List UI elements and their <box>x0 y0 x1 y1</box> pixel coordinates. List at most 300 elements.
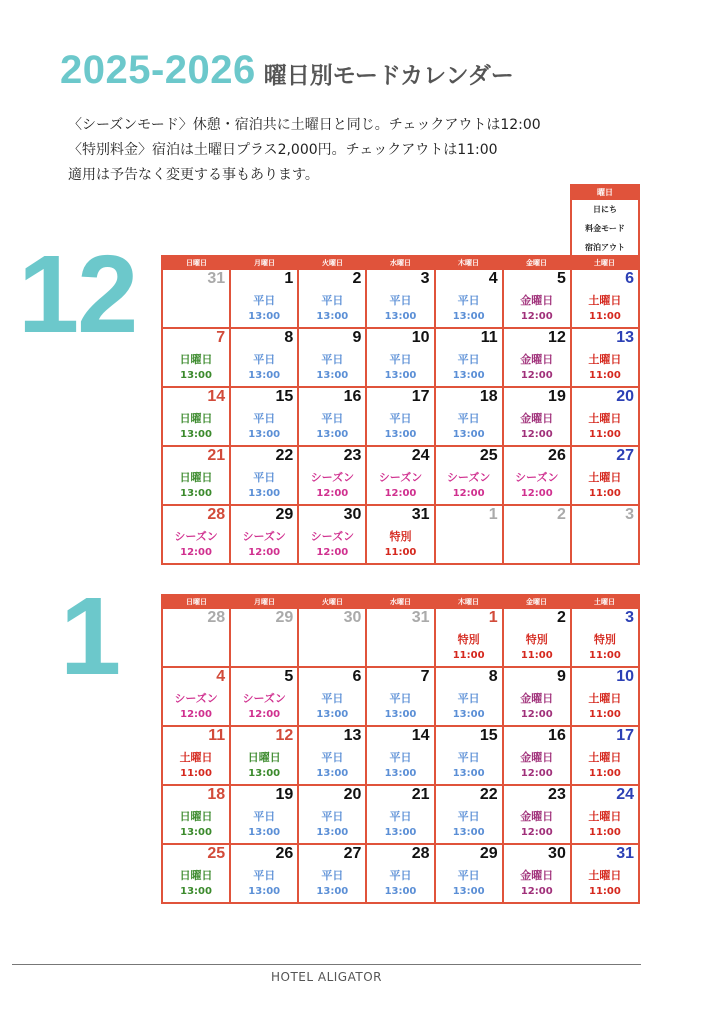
notes <box>68 113 541 188</box>
checkout-time: 11:00 <box>589 370 621 381</box>
day-number: 27 <box>616 447 634 464</box>
day-number: 3 <box>625 609 634 626</box>
day-number: 5 <box>284 668 294 685</box>
rate-mode: 土曜日 <box>588 869 622 882</box>
note-special: 〈特別料金〉宿泊は土曜日プラス2,000円。チェックアウトは11:00 <box>68 142 498 158</box>
day-number: 21 <box>411 786 430 803</box>
day-number: 1 <box>284 270 294 287</box>
checkout-time: 13:00 <box>180 488 212 499</box>
checkout-time: 11:00 <box>520 650 553 661</box>
checkout-time: 13:00 <box>384 709 417 720</box>
checkout-time: 11:00 <box>589 827 621 838</box>
day-number: 3 <box>420 270 430 287</box>
weekday-thu: 木曜日 <box>435 596 502 609</box>
checkout-time: 13:00 <box>316 768 349 779</box>
rate-mode: 土曜日 <box>588 412 622 425</box>
rate-mode: 日曜日 <box>247 751 281 764</box>
checkout-time: 13:00 <box>452 827 485 838</box>
rate-mode: 土曜日 <box>588 810 622 823</box>
title-years: 2025-2026 <box>60 48 256 92</box>
checkout-time: 13:00 <box>316 311 349 322</box>
weekday-fri: 金曜日 <box>503 257 570 270</box>
day-cell <box>504 668 570 725</box>
rate-mode: 日曜日 <box>179 353 213 366</box>
rate-mode: 平日 <box>389 751 412 764</box>
day-cell <box>163 668 229 725</box>
rate-mode: 土曜日 <box>588 471 622 484</box>
checkout-time: 13:00 <box>248 768 281 779</box>
day-cell <box>572 845 638 902</box>
rate-mode: 日曜日 <box>179 869 213 882</box>
weekday-wed: 水曜日 <box>367 257 434 270</box>
day-number: 23 <box>548 786 566 803</box>
day-cell <box>504 506 570 563</box>
day-grid <box>163 270 638 563</box>
rate-mode: 平日 <box>389 294 412 307</box>
day-cell <box>299 270 365 327</box>
rate-mode: 平日 <box>321 869 344 882</box>
day-number: 3 <box>625 506 634 523</box>
day-cell <box>299 727 365 784</box>
weekday-mon: 月曜日 <box>231 257 298 270</box>
rate-mode: 日曜日 <box>179 412 213 425</box>
day-number: 16 <box>343 388 362 405</box>
weekday-thu: 木曜日 <box>435 257 502 270</box>
checkout-time: 13:00 <box>384 429 417 440</box>
day-number: 11 <box>208 727 226 744</box>
day-number: 19 <box>275 786 294 803</box>
day-cell <box>367 270 433 327</box>
legend-item-date: 日にち <box>593 205 617 214</box>
checkout-time: 13:00 <box>384 886 417 897</box>
rate-mode: 特別 <box>457 633 480 646</box>
checkout-time: 13:00 <box>316 429 349 440</box>
rate-mode: 平日 <box>389 353 412 366</box>
day-number: 10 <box>411 329 430 346</box>
day-cell <box>572 270 638 327</box>
rate-mode: 平日 <box>253 869 276 882</box>
checkout-time: 13:00 <box>452 429 485 440</box>
day-cell <box>504 845 570 902</box>
checkout-time: 13:00 <box>248 488 281 499</box>
checkout-time: 13:00 <box>452 311 485 322</box>
day-number: 6 <box>352 668 362 685</box>
checkout-time: 13:00 <box>180 370 212 381</box>
weekday-header <box>163 596 638 609</box>
day-cell <box>436 506 502 563</box>
checkout-time: 12:00 <box>384 488 417 499</box>
day-cell <box>572 668 638 725</box>
rate-mode: 平日 <box>457 751 480 764</box>
day-cell <box>299 447 365 504</box>
rate-mode: シーズン <box>515 471 559 484</box>
day-cell <box>231 786 297 843</box>
rate-mode: 金曜日 <box>520 751 554 764</box>
day-number: 24 <box>616 786 634 803</box>
day-number: 5 <box>556 270 566 287</box>
day-number: 20 <box>616 388 634 405</box>
checkout-time: 11:00 <box>589 488 621 499</box>
checkout-time: 11:00 <box>589 886 621 897</box>
checkout-time: 13:00 <box>452 886 485 897</box>
day-cell <box>572 329 638 386</box>
title-subtitle: 曜日別モードカレンダー <box>263 63 514 89</box>
day-cell <box>367 447 433 504</box>
checkout-time: 12:00 <box>180 709 212 720</box>
day-cell <box>231 329 297 386</box>
rate-mode: シーズン <box>310 471 355 484</box>
day-cell <box>367 329 433 386</box>
checkout-time: 13:00 <box>316 886 349 897</box>
day-cell <box>299 609 365 666</box>
rate-mode: 土曜日 <box>588 692 622 705</box>
rate-mode: 金曜日 <box>520 810 554 823</box>
rate-mode: 平日 <box>321 353 344 366</box>
checkout-time: 13:00 <box>316 709 349 720</box>
day-cell <box>231 388 297 445</box>
day-number: 17 <box>411 388 430 405</box>
day-number: 22 <box>479 786 498 803</box>
day-cell <box>572 447 638 504</box>
day-cell <box>367 506 433 563</box>
rate-mode: 金曜日 <box>520 869 554 882</box>
day-cell <box>163 270 229 327</box>
rate-mode: 特別 <box>593 633 616 646</box>
day-number: 24 <box>411 447 430 464</box>
day-number: 30 <box>343 506 362 523</box>
rate-mode: 平日 <box>457 810 480 823</box>
checkout-time: 13:00 <box>248 429 281 440</box>
day-number: 7 <box>420 668 430 685</box>
day-number: 26 <box>548 447 566 464</box>
day-number: 6 <box>625 270 634 287</box>
rate-mode: 平日 <box>321 751 344 764</box>
rate-mode: 金曜日 <box>520 692 554 705</box>
day-cell <box>436 845 502 902</box>
day-cell <box>572 388 638 445</box>
weekday-sat: 土曜日 <box>571 596 638 609</box>
rate-mode: 日曜日 <box>179 810 213 823</box>
day-number: 23 <box>343 447 362 464</box>
checkout-time: 13:00 <box>248 311 281 322</box>
day-cell <box>436 447 502 504</box>
day-cell <box>163 388 229 445</box>
checkout-time: 11:00 <box>589 311 621 322</box>
checkout-time: 12:00 <box>316 488 349 499</box>
checkout-time: 12:00 <box>520 827 553 838</box>
month-label-december: 12 <box>18 233 137 356</box>
day-number: 7 <box>216 329 226 346</box>
day-cell <box>299 329 365 386</box>
day-number: 25 <box>207 845 226 862</box>
day-cell <box>231 668 297 725</box>
day-cell <box>367 609 433 666</box>
rate-mode: 平日 <box>253 810 276 823</box>
day-cell <box>231 727 297 784</box>
checkout-time: 12:00 <box>520 488 553 499</box>
day-cell <box>163 329 229 386</box>
day-number: 1 <box>488 506 498 523</box>
checkout-time: 12:00 <box>180 547 212 558</box>
checkout-time: 12:00 <box>316 547 349 558</box>
checkout-time: 13:00 <box>248 886 281 897</box>
day-cell <box>436 786 502 843</box>
checkout-time: 12:00 <box>520 768 553 779</box>
day-number: 31 <box>616 845 634 862</box>
day-cell <box>572 786 638 843</box>
checkout-time: 11:00 <box>589 650 621 661</box>
checkout-time: 12:00 <box>520 429 553 440</box>
rate-mode: シーズン <box>310 530 355 543</box>
day-number: 12 <box>275 727 294 744</box>
day-cell <box>436 609 502 666</box>
day-number: 30 <box>548 845 566 862</box>
day-number: 30 <box>343 609 362 626</box>
day-cell <box>231 447 297 504</box>
day-number: 31 <box>411 506 430 523</box>
day-cell <box>231 270 297 327</box>
day-cell <box>436 329 502 386</box>
weekday-wed: 水曜日 <box>367 596 434 609</box>
rate-mode: 日曜日 <box>179 471 213 484</box>
day-cell <box>504 727 570 784</box>
rate-mode: 土曜日 <box>588 751 622 764</box>
rate-mode: 土曜日 <box>588 294 622 307</box>
day-cell <box>299 786 365 843</box>
weekday-tue: 火曜日 <box>299 596 366 609</box>
day-cell <box>436 668 502 725</box>
rate-mode: 平日 <box>253 471 276 484</box>
footer-hotel-name: HOTEL ALIGATOR <box>270 970 382 984</box>
day-number: 8 <box>488 668 498 685</box>
day-cell <box>163 786 229 843</box>
checkout-time: 12:00 <box>248 709 281 720</box>
checkout-time: 13:00 <box>180 886 212 897</box>
day-cell <box>299 388 365 445</box>
day-cell <box>572 727 638 784</box>
day-cell <box>163 447 229 504</box>
rate-mode: シーズン <box>378 471 423 484</box>
checkout-time: 13:00 <box>452 768 485 779</box>
day-number: 10 <box>616 668 634 685</box>
day-cell <box>231 609 297 666</box>
rate-mode: 平日 <box>389 412 412 425</box>
day-number: 19 <box>548 388 566 405</box>
checkout-time: 13:00 <box>452 370 485 381</box>
checkout-time: 12:00 <box>248 547 281 558</box>
day-number: 31 <box>207 270 226 287</box>
day-number: 22 <box>275 447 294 464</box>
rate-mode: 金曜日 <box>520 294 554 307</box>
day-cell <box>163 845 229 902</box>
legend-item-checkout: 宿泊アウト <box>585 243 625 252</box>
day-cell <box>367 668 433 725</box>
day-number: 2 <box>352 270 362 287</box>
month-label-january: 1 <box>60 575 122 698</box>
checkout-time: 11:00 <box>452 650 485 661</box>
day-cell <box>367 786 433 843</box>
rate-mode: 平日 <box>321 692 344 705</box>
day-number: 9 <box>352 329 362 346</box>
checkout-time: 13:00 <box>248 370 281 381</box>
day-number: 2 <box>556 506 566 523</box>
day-cell <box>163 609 229 666</box>
day-number: 14 <box>207 388 226 405</box>
day-cell <box>572 506 638 563</box>
day-number: 25 <box>479 447 498 464</box>
day-number: 26 <box>275 845 294 862</box>
day-number: 21 <box>207 447 226 464</box>
day-number: 14 <box>411 727 430 744</box>
day-number: 1 <box>488 609 498 626</box>
day-number: 8 <box>284 329 294 346</box>
checkout-time: 13:00 <box>452 709 485 720</box>
day-number: 31 <box>411 609 430 626</box>
rate-mode: 平日 <box>321 412 344 425</box>
day-number: 28 <box>207 609 226 626</box>
calendar-january <box>161 594 640 904</box>
checkout-time: 13:00 <box>180 827 212 838</box>
day-cell <box>367 388 433 445</box>
day-cell <box>504 609 570 666</box>
note-season: 〈シーズンモード〉休憩・宿泊共に土曜日と同じ。チェックアウトは12:00 <box>68 117 541 133</box>
checkout-time: 11:00 <box>589 768 621 779</box>
note-disclaimer: 適用は予告なく変更する事もあります。 <box>68 167 319 183</box>
checkout-time: 13:00 <box>316 370 349 381</box>
day-cell <box>504 270 570 327</box>
legend-item-mode: 料金モード <box>585 224 625 233</box>
day-number: 29 <box>275 506 294 523</box>
day-cell <box>504 329 570 386</box>
calendar-december <box>161 255 640 565</box>
checkout-time: 13:00 <box>316 827 349 838</box>
day-cell <box>163 727 229 784</box>
weekday-mon: 月曜日 <box>231 596 298 609</box>
page-title <box>60 48 514 93</box>
checkout-time: 13:00 <box>384 370 417 381</box>
day-number: 20 <box>343 786 362 803</box>
rate-mode: 平日 <box>457 869 480 882</box>
rate-mode: 平日 <box>321 810 344 823</box>
day-cell <box>299 668 365 725</box>
day-cell <box>299 506 365 563</box>
day-grid <box>163 609 638 902</box>
day-number: 12 <box>548 329 566 346</box>
weekday-tue: 火曜日 <box>299 257 366 270</box>
rate-mode: 土曜日 <box>179 751 213 764</box>
day-number: 18 <box>479 388 498 405</box>
rate-mode: 特別 <box>389 530 412 543</box>
day-number: 11 <box>480 329 498 346</box>
checkout-time: 13:00 <box>384 311 417 322</box>
checkout-time: 13:00 <box>248 827 281 838</box>
checkout-time: 12:00 <box>520 370 553 381</box>
rate-mode: 平日 <box>253 353 276 366</box>
day-number: 18 <box>207 786 226 803</box>
day-cell <box>572 609 638 666</box>
day-cell <box>299 845 365 902</box>
rate-mode: 金曜日 <box>520 353 554 366</box>
day-number: 29 <box>479 845 498 862</box>
day-number: 9 <box>556 668 566 685</box>
rate-mode: シーズン <box>174 530 218 543</box>
day-cell <box>504 447 570 504</box>
rate-mode: 平日 <box>253 294 276 307</box>
day-number: 17 <box>616 727 634 744</box>
day-number: 28 <box>411 845 430 862</box>
day-cell <box>436 270 502 327</box>
checkout-time: 12:00 <box>520 709 553 720</box>
rate-mode: 平日 <box>389 869 412 882</box>
day-number: 29 <box>275 609 294 626</box>
rate-mode: 平日 <box>321 294 344 307</box>
weekday-sun: 日曜日 <box>163 257 230 270</box>
checkout-time: 12:00 <box>520 886 553 897</box>
rate-mode: 特別 <box>525 633 548 646</box>
footer-divider <box>12 964 641 965</box>
checkout-time: 12:00 <box>452 488 485 499</box>
rate-mode: 平日 <box>457 353 480 366</box>
legend-box <box>570 184 640 259</box>
rate-mode: 平日 <box>253 412 276 425</box>
day-number: 4 <box>488 270 498 287</box>
rate-mode: シーズン <box>242 692 286 705</box>
rate-mode: 土曜日 <box>588 353 622 366</box>
checkout-time: 11:00 <box>384 547 417 558</box>
legend-header: 曜日 <box>572 186 638 200</box>
rate-mode: 平日 <box>389 810 412 823</box>
weekday-sat: 土曜日 <box>571 257 638 270</box>
rate-mode: シーズン <box>446 471 491 484</box>
checkout-time: 13:00 <box>180 429 212 440</box>
day-cell <box>436 727 502 784</box>
weekday-sun: 日曜日 <box>163 596 230 609</box>
rate-mode: 平日 <box>389 692 412 705</box>
day-number: 15 <box>275 388 294 405</box>
checkout-time: 13:00 <box>384 827 417 838</box>
day-number: 15 <box>479 727 498 744</box>
rate-mode: 平日 <box>457 412 480 425</box>
day-cell <box>504 388 570 445</box>
day-number: 13 <box>343 727 362 744</box>
rate-mode: 平日 <box>457 692 480 705</box>
rate-mode: シーズン <box>242 530 286 543</box>
day-number: 27 <box>343 845 362 862</box>
day-cell <box>436 388 502 445</box>
checkout-time: 11:00 <box>589 709 621 720</box>
checkout-time: 12:00 <box>520 311 553 322</box>
checkout-time: 13:00 <box>384 768 417 779</box>
checkout-time: 11:00 <box>180 768 212 779</box>
weekday-header <box>163 257 638 270</box>
day-cell <box>367 845 433 902</box>
day-number: 28 <box>207 506 226 523</box>
rate-mode: 金曜日 <box>520 412 554 425</box>
weekday-fri: 金曜日 <box>503 596 570 609</box>
rate-mode: シーズン <box>174 692 218 705</box>
day-cell <box>231 506 297 563</box>
day-cell <box>504 786 570 843</box>
day-number: 4 <box>216 668 226 685</box>
rate-mode: 平日 <box>457 294 480 307</box>
day-cell <box>231 845 297 902</box>
day-number: 16 <box>548 727 566 744</box>
day-cell <box>163 506 229 563</box>
day-cell <box>367 727 433 784</box>
day-number: 2 <box>556 609 566 626</box>
checkout-time: 11:00 <box>589 429 621 440</box>
day-number: 13 <box>616 329 634 346</box>
